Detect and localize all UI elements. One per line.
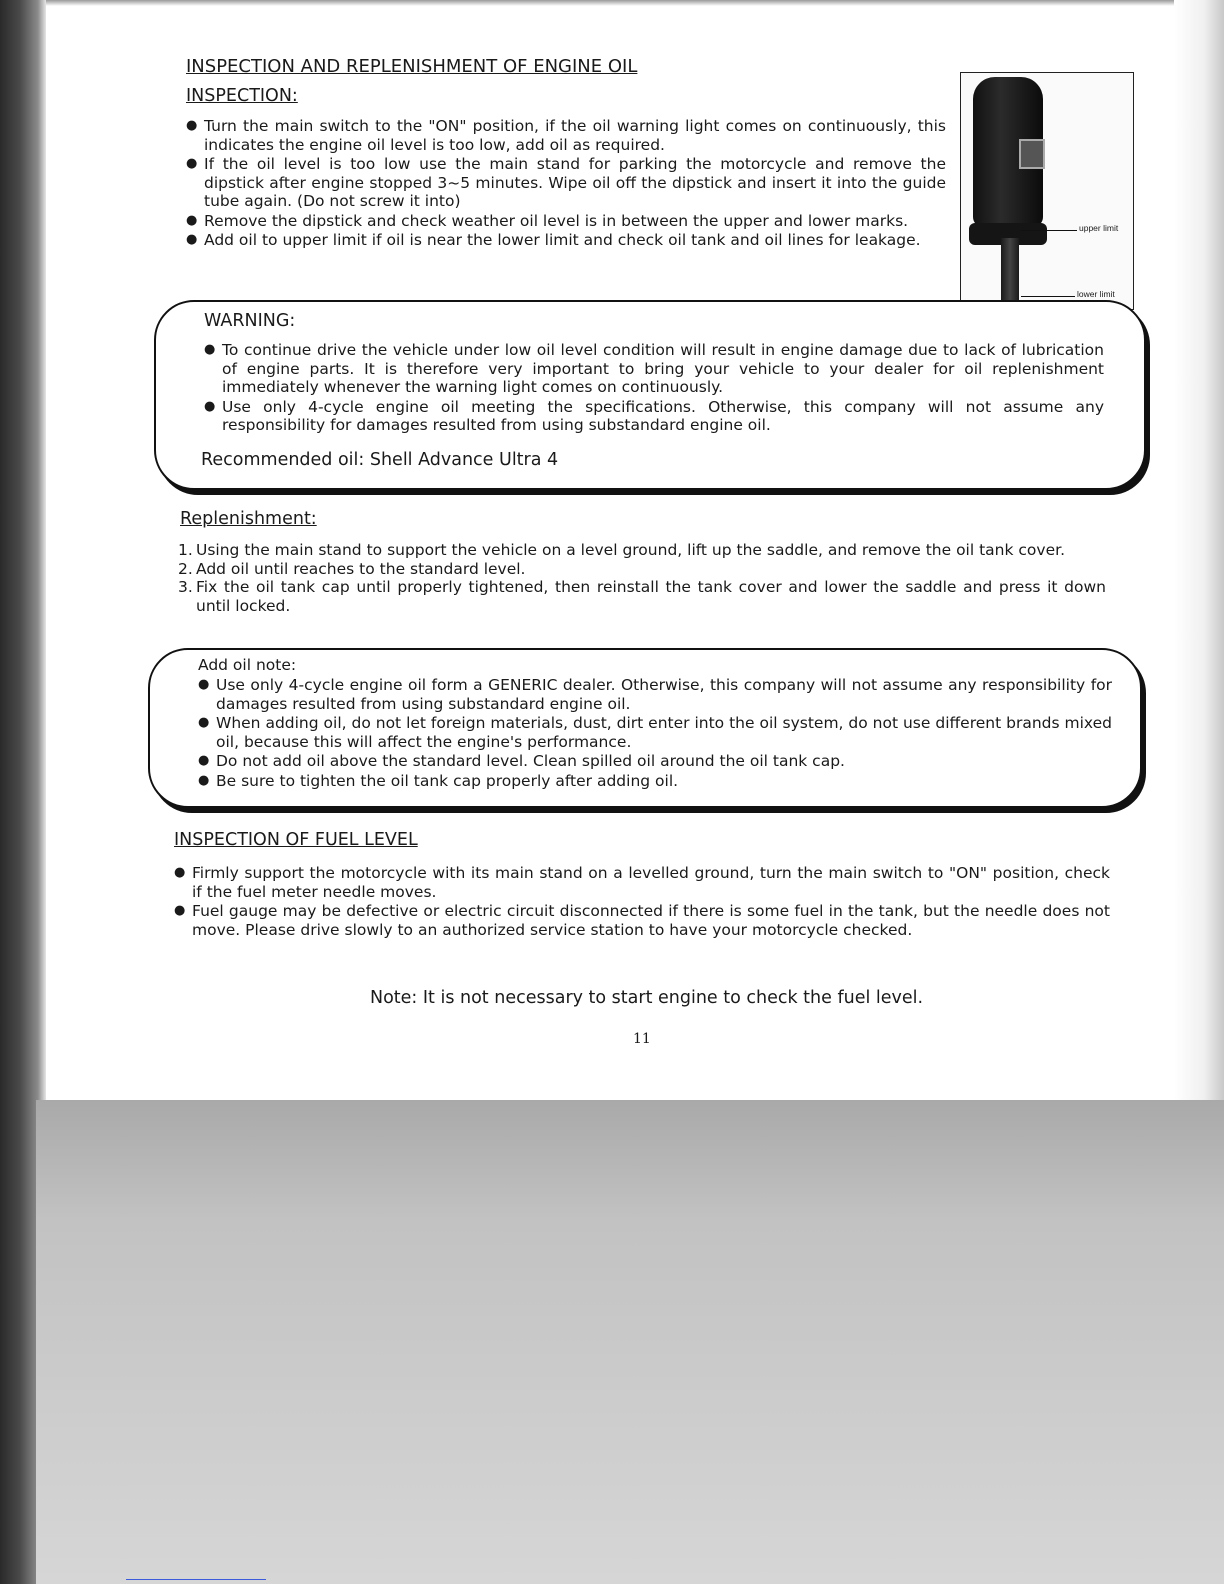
- inspection-bullet: ● If the oil level is too low use the main stand for parking the motorcycle and remove the dipstick after engine stopped 3~5 minutes. Wipe oil off the dipstick and insert it into the guide tube again. (Do not screw it into): [186, 155, 946, 211]
- scan-right-edge: [1174, 0, 1224, 1110]
- add-oil-note-list: [198, 676, 1112, 791]
- bottom-link-underline[interactable]: [126, 1579, 266, 1580]
- add-oil-note-bullet: ● Be sure to tighten the oil tank cap properly after adding oil.: [198, 772, 1112, 791]
- add-oil-note-bullet: ● When adding oil, do not let foreign materials, dust, dirt enter into the oil system, do not use different brands mixed oil, because this will affect the engine's performance.: [198, 714, 1112, 751]
- replenishment-step: 3. Fix the oil tank cap until properly tightened, then reinstall the tank cover and lower the saddle and press it down until locked.: [178, 578, 1106, 615]
- replenishment-heading: Replenishment:: [180, 509, 317, 529]
- dipstick-clip-image: [1019, 139, 1045, 169]
- replenishment-steps: [178, 541, 1106, 615]
- warning-list: [204, 341, 1104, 436]
- warning-bullet: ● To continue drive the vehicle under low oil level condition will result in engine damage due to lack of lubrication of engine parts. It is therefore very important to bring your vehicle to your dealer for oil replenishment immediately whenever the warning light comes on continuously.: [204, 341, 1104, 397]
- add-oil-note-title: Add oil note:: [198, 656, 297, 674]
- dipstick-figure: [960, 72, 1134, 310]
- inspection-bullet: ● Turn the main switch to the "ON" position, if the oil warning light comes on continuously, this indicates the engine oil level is too low, add oil as required.: [186, 117, 946, 154]
- fuel-heading: INSPECTION OF FUEL LEVEL: [174, 830, 418, 850]
- upper-limit-label: upper limit: [1079, 223, 1119, 233]
- add-oil-note-bullet: ● Do not add oil above the standard level. Clean spilled oil around the oil tank cap.: [198, 752, 1112, 771]
- fuel-note: Note: It is not necessary to start engine to check the fuel level.: [370, 988, 924, 1008]
- lower-limit-line: [1021, 296, 1075, 297]
- scan-bottom-shade: [36, 1100, 1224, 1584]
- add-oil-note-bullet: ● Use only 4-cycle engine oil form a GENERIC dealer. Otherwise, this company will not assume any responsibility for damages resulted from using substandard engine oil.: [198, 676, 1112, 713]
- warning-title: WARNING:: [204, 311, 296, 331]
- fuel-list: [174, 864, 1110, 940]
- inspection-bullet: ● Add oil to upper limit if oil is near the lower limit and check oil tank and oil lines for leakage.: [186, 231, 946, 250]
- inspection-bullet: ● Remove the dipstick and check weather oil level is in between the upper and lower marks.: [186, 212, 946, 231]
- page-title: INSPECTION AND REPLENISHMENT OF ENGINE OIL: [186, 56, 638, 77]
- replenishment-step: 1. Using the main stand to support the vehicle on a level ground, lift up the saddle, and remove the oil tank cover.: [178, 541, 1065, 559]
- lower-limit-label: lower limit: [1077, 289, 1115, 299]
- scan-top-shadow: [0, 0, 1224, 6]
- dipstick-rod-image: [1001, 238, 1019, 308]
- upper-limit-line: [1021, 230, 1077, 231]
- page-number: 11: [633, 1031, 651, 1047]
- recommended-oil: Recommended oil: Shell Advance Ultra 4: [201, 450, 559, 470]
- inspection-list: [186, 117, 946, 251]
- replenishment-step: 2. Add oil until reaches to the standard level.: [178, 559, 526, 578]
- fuel-bullet: ● Firmly support the motorcycle with its main stand on a levelled ground, turn the main switch to "ON" position, check if the fuel meter needle moves.: [174, 864, 1110, 901]
- warning-bullet: ● Use only 4-cycle engine oil meeting the specifications. Otherwise, this company will not assume any responsibility for damages resulted from using substandard engine oil.: [204, 398, 1104, 435]
- fuel-bullet: ● Fuel gauge may be defective or electric circuit disconnected if there is some fuel in the tank, but the needle does not move. Please drive slowly to an authorized service station to have your motorcycle checked.: [174, 902, 1110, 939]
- inspection-heading: INSPECTION:: [186, 86, 298, 106]
